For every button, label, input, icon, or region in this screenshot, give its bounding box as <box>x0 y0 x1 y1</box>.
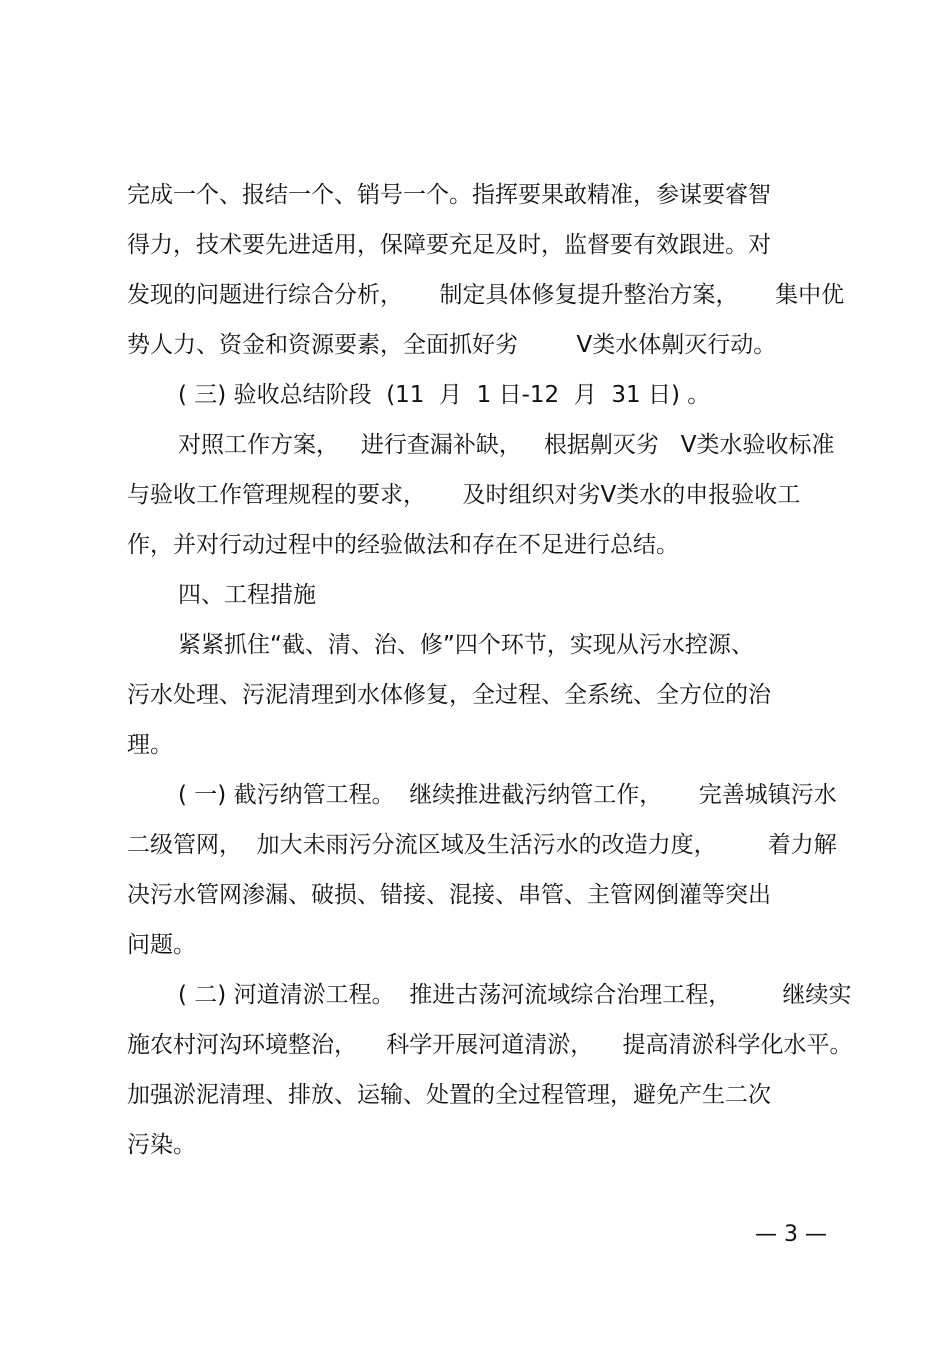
text-line: 加强淤泥清理、排放、运输、处置的全过程管理，避免产生二次 <box>127 1082 771 1108</box>
text-line: 完成一个、报结一个、销号一个。指挥要果敢精准，参谋要睿智 <box>127 182 771 208</box>
text-line: 紧紧抓住“截、清、治、修”四个环节，实现从污水控源、 <box>178 632 754 658</box>
text-line: 得力，技术要先进适用，保障要充足及时，监督要有效跟进。对 <box>127 232 771 258</box>
text-line: 与验收工作管理规程的要求， 及时组织对劣Ⅴ类水的申报验收工 <box>127 482 801 508</box>
section-heading: ( 三) 验收总结阶段 (11 月 1 日-12 月 31 日) 。 <box>178 382 711 408</box>
text-line: 问题。 <box>127 932 196 958</box>
text-line: ( 二) 河道清淤工程。 推进古荡河流域综合治理工程， 继续实 <box>178 982 852 1008</box>
text-line: 势人力、资金和资源要素，全面抓好劣 Ⅴ类水体劓灭行动。 <box>127 332 777 358</box>
text-line: 理。 <box>127 732 173 758</box>
text-line: 作，并对行动过程中的经验做法和存在不足进行总结。 <box>127 532 679 558</box>
text-line: 污水处理、污泥清理到水体修复，全过程、全系统、全方位的治 <box>127 682 771 708</box>
text-line: 施农村河沟环境整治， 科学开展河道清淤， 提高清淤科学化水平。 <box>127 1032 853 1058</box>
text-line: 决污水管网渗漏、破损、错接、混接、串管、主管网倒灌等突出 <box>127 882 771 908</box>
page-number: — 3 — <box>755 1222 827 1247</box>
text-line: 发现的问题进行综合分析， 制定具体修复提升整治方案， 集中优 <box>127 282 845 308</box>
section-heading: 四、工程措施 <box>178 582 316 608</box>
text-line: ( 一) 截污纳管工程。 继续推进截污纳管工作， 完善城镇污水 <box>178 782 837 808</box>
text-line: 二级管网， 加大未雨污分流区域及生活污水的改造力度， 着力解 <box>127 832 837 858</box>
text-line: 污染。 <box>127 1132 196 1158</box>
text-line: 对照工作方案， 进行查漏补缺， 根据劓灭劣 Ⅴ类水验收标准 <box>178 432 835 458</box>
